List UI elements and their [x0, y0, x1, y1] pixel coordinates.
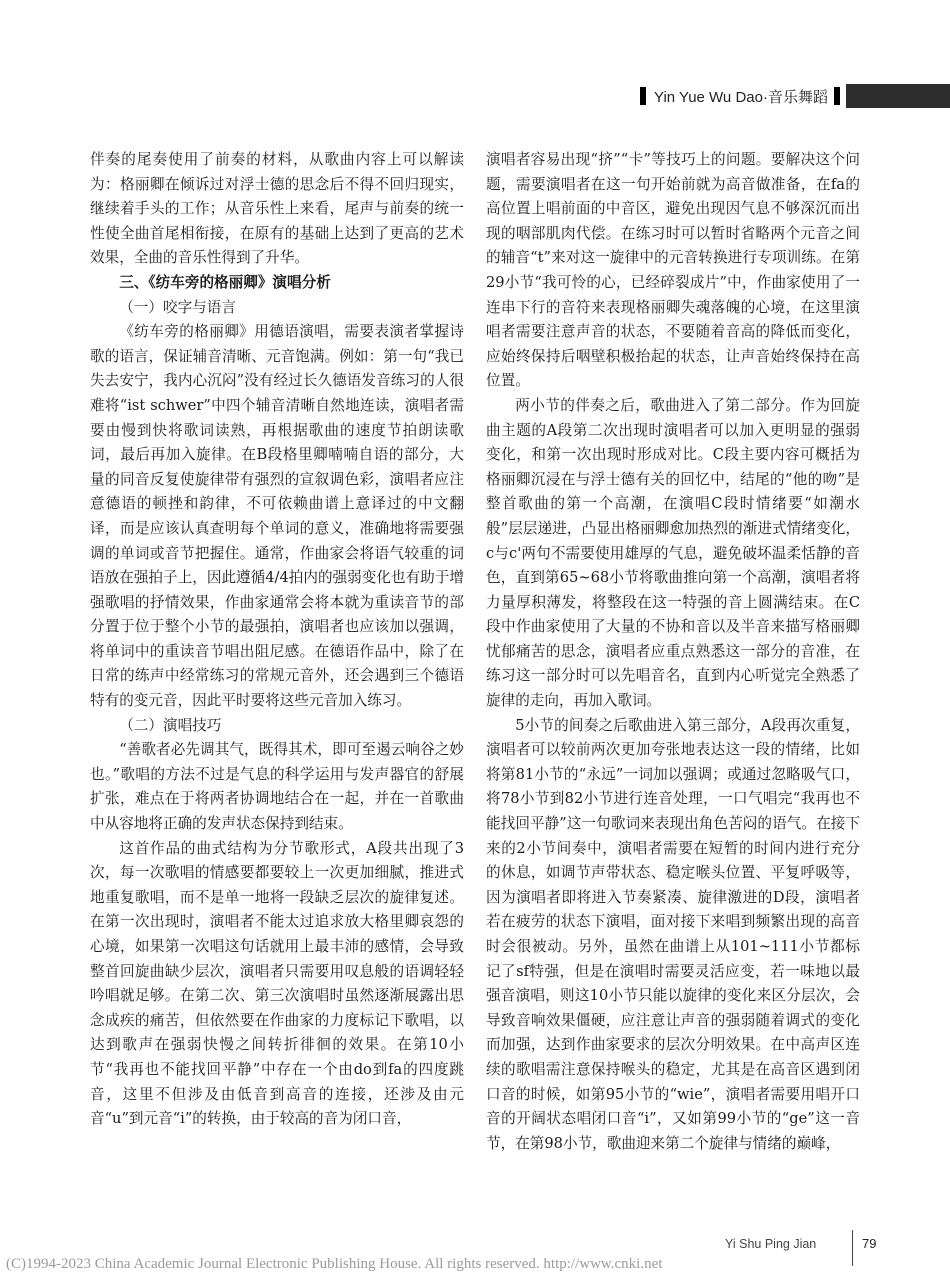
- journal-section-title: Yin Yue Wu Dao·音乐舞蹈: [654, 88, 828, 106]
- page-number: 79: [862, 1236, 877, 1251]
- footer-divider: [852, 1230, 853, 1266]
- copyright-watermark: (C)1994-2023 China Academic Journal Electronic Publishing House. All rights reserved. http://www.cnki.net: [6, 1256, 663, 1272]
- quote-paragraph: “善歌者必先调其气，既得其术，即可至遏云响谷之妙也。”歌唱的方法不过是气息的科学运用与发声器官的舒展扩张，难点在于将两者协调地结合在一起，并在一首歌曲中从容地将正确的发声状态保持到结束。: [90, 741, 464, 833]
- header-band: [846, 84, 950, 108]
- subsection-heading: （一）咬字与语言: [119, 298, 236, 316]
- running-header: [640, 84, 950, 108]
- paragraph: 伴奏的尾奏使用了前奏的材料，从歌曲内容上可以解读为：格丽卿在倾诉过对浮士德的思念后不得不回归现实，继续着手头的工作；从音乐性上来看，尾声与前奏的统一性使全曲首尾相衔接，在原有的基础上达到了更高的艺术效果，全曲的音乐性得到了升华。: [90, 151, 464, 267]
- paragraph: 5小节的间奏之后歌曲进入第三部分，A段再次重复，演唱者可以较前两次更加夸张地表达这一段的情绪，比如将第81小节的“永远”一词加以强调；或通过忽略吸气口，将78小节到82小节进行连音处理，一口气唱完“我再也不能找回平静”这一句歌词来表现出角色苦闷的语气。在接下来的2小节间奏中，演唱者需要在短暂的时间内进行充分的休息，如调节声带状态、稳定喉头位置、平复呼吸等，因为演唱者即将进入节奏紧凑、旋律激进的D段，演唱者若在疲劳的状态下演唱，面对接下来唱到频繁出现的高音时会很被动。另外，虽然在曲谱上从101~111小节都标记了sf特强，但是在演唱时需要灵活应变，若一味地以最强音演唱，则这10小节只能以旋律的变化来区分层次，会导致音响效果僵硬，应注意让声音的强弱随着调式的变化而加强，达到作曲家要求的层次分明效果。在中高声区连续的歌唱需注意保持喉头的稳定，尤其是在高音区遇到闭口音的时候，如第95小节的“wie”，演唱者需要用唱开口音的开阔状态唱闭口音“i”，又如第99小节的“ge”这一音节，在第98小节，歌曲迎来第二个旋律与情绪的巅峰，: [486, 716, 860, 1152]
- subsection-heading: （二）演唱技巧: [119, 716, 222, 734]
- footer-journal-name: Yi Shu Ping Jian: [725, 1237, 817, 1251]
- header-bar-right: [834, 87, 840, 105]
- paragraph: 演唱者容易出现“挤”“卡”等技巧上的问题。要解决这个问题，需要演唱者在这一句开始前就为高音做准备，在fa的高位置上唱前面的中音区，避免出现因气息不够深沉而出现的咽部肌肉代偿。在练习时可以暂时省略两个元音之间的辅音“t”来对这一旋律中的元音转换进行专项训练。在第29小节“我可怜的心，已经碎裂成片”中，作曲家使用了一连串下行的音符来表现格丽卿失魂落魄的心境，在这里演唱者需要注意声音的状态，不要随着音高的降低而变化，应始终保持后咽壁积极抬起的状态，让声音始终保持在高位置。: [486, 151, 860, 390]
- left-column: [90, 148, 464, 1132]
- header-bar-left: [640, 87, 646, 105]
- paragraph: 两小节的伴奏之后，歌曲进入了第二部分。作为回旋曲主题的A段第二次出现时演唱者可以加入更明显的强弱变化，和第一次出现时形成对比。C段主要内容可概括为格丽卿沉浸在与浮士德有关的回忆中，结尾的“他的吻”是整首歌曲的第一个高潮，在演唱C段时情绪要“如潮水般”层层递进，凸显出格丽卿愈加热烈的渐进式情绪变化，c与c'两句不需要使用雄厚的气息，避免破坏温柔恬静的音色，直到第65~68小节将歌曲推向第一个高潮，演唱者将力量厚积薄发，将整段在这一特强的音上圆满结束。在C段中作曲家使用了大量的不协和音以及半音来描写格丽卿忧郁痛苦的思念，演唱者应重点熟悉这一部分的音准，在练习这一部分时可以先唱音名，直到内心听觉完全熟悉了旋律的走向，再加入歌词。: [486, 396, 860, 710]
- right-column: [486, 148, 860, 1156]
- paragraph: 这首作品的曲式结构为分节歌形式，A段共出现了3次，每一次歌唱的情感要都要较上一次更加细腻，推进式地重复歌唱，而不是单一地将一段缺乏层次的旋律复述。在第一次出现时，演唱者不能太过追求放大格里卿哀怨的心境，如果第一次唱这句话就用上最丰沛的感情，会导致整首回旋曲缺少层次，演唱者只需要用叹息般的语调轻轻吟唱就足够。在第二次、第三次演唱时虽然逐渐展露出思念成疾的痛苦，但依然要在作曲家的力度标记下歌唱，以达到歌声在强弱快慢之间转折徘徊的效果。在第10小节“我再也不能找回平静”中存在一个由do到fa的四度跳音，这里不但涉及由低音到高音的连接，还涉及由元音“u”到元音“i”的转换，由于较高的音为闭口音，: [90, 839, 464, 1128]
- paragraph: 《纺车旁的格丽卿》用德语演唱，需要表演者掌握诗歌的语言，保证辅音清晰、元音饱满。例如：第一句“我已失去安宁，我内心沉闷”没有经过长久德语发音练习的人很难将“ist schwer”中四个辅音清晰自然地连读，演唱者需要由慢到快将歌词读熟，再根据歌曲的速度节拍朗读歌词，最后再加入旋律。在B段格里卿喃喃自语的部分，大量的同音反复使旋律带有强烈的宣叙调色彩，演唱者应注意德语的顿挫和韵律，不可依赖曲谱上意译过的中文翻译，而是应该认真查明每个单词的意义，准确地将需要强调的单词或音节把握住。通常，作曲家会将语气较重的词语放在强拍子上，因此遵循4/4拍内的强弱变化也有助于增强歌唱的抒情效果，作曲家通常会将本就为重读音节的部分置于位于整个小节的最强拍，演唱者也应该加以强调，将单词中的重读音节唱出阻尼感。在德语作品中，除了在日常的练声中经常练习的常规元音外，还会遇到三个德语特有的变元音，因此平时要将这些元音加入练习。: [90, 323, 464, 710]
- section-heading: 三、《纺车旁的格丽卿》演唱分析: [119, 273, 331, 291]
